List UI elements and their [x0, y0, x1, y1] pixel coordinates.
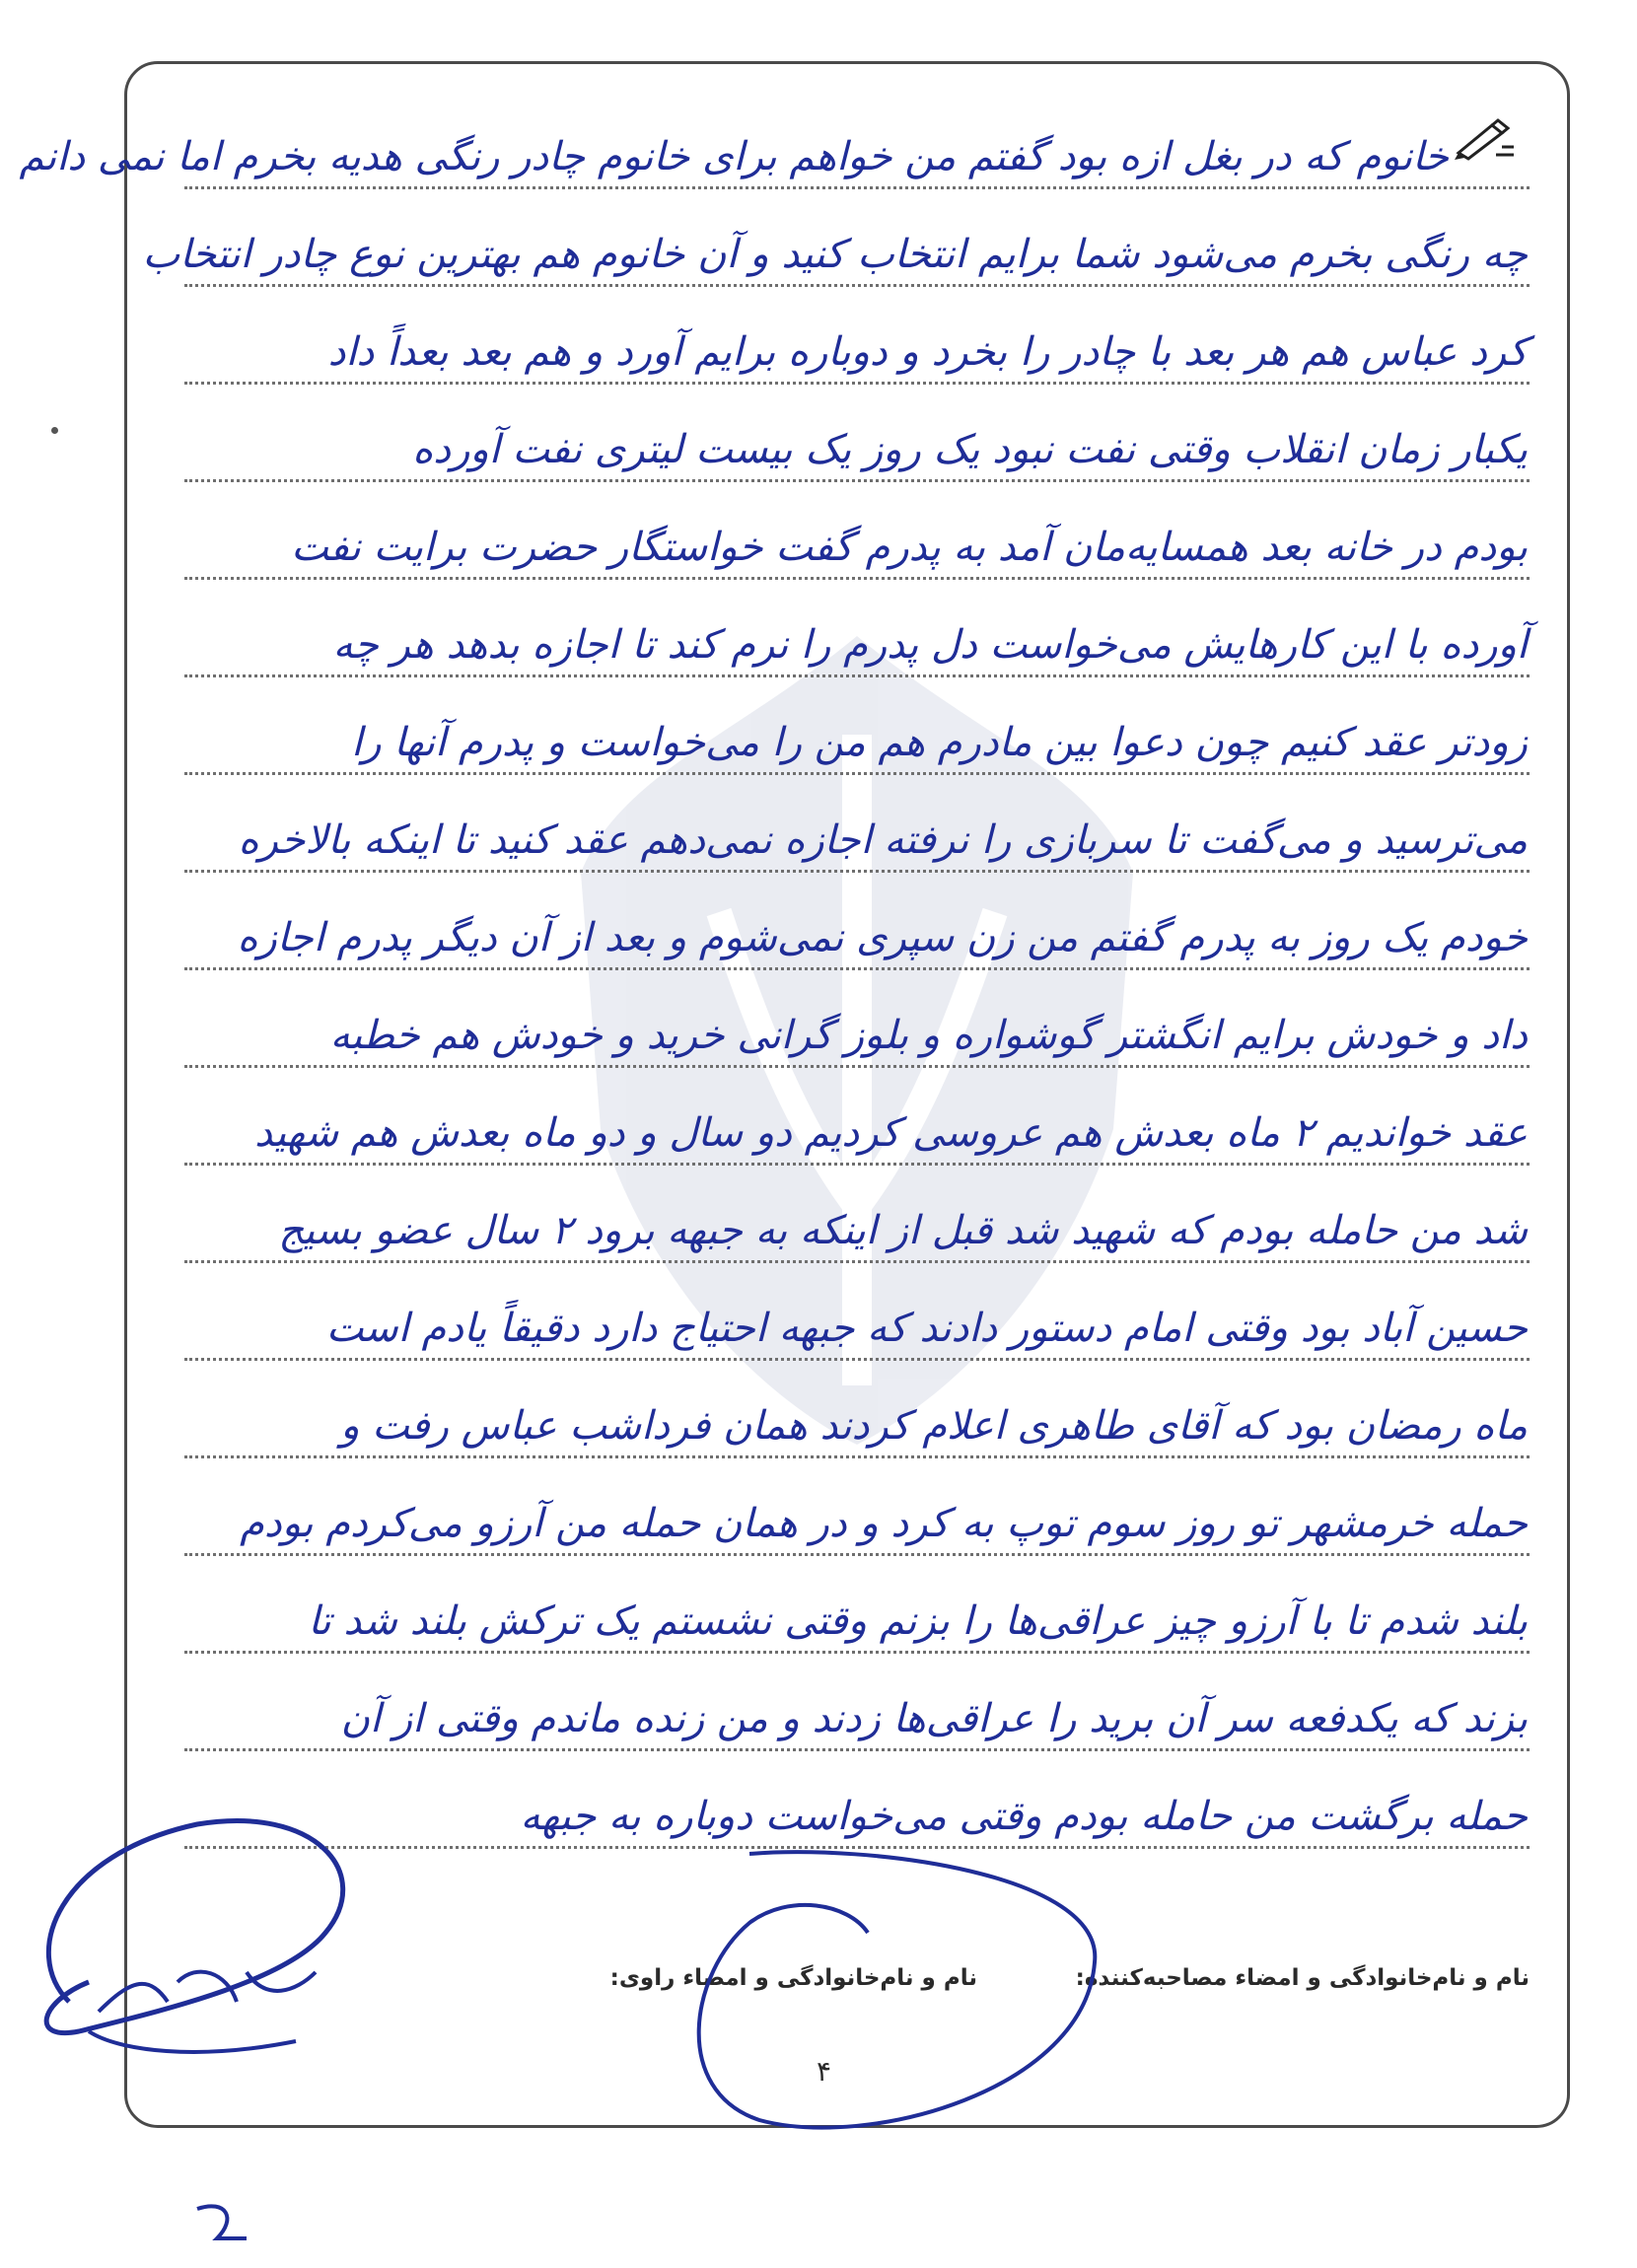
signature-footer: [184, 1955, 1530, 2005]
page-number: ۴: [817, 2055, 832, 2088]
handwritten-line: داد و خودش برایم انگشتر گوشواره و بلوز گرانی خرید و خودش هم خطبه: [329, 1013, 1528, 1058]
handwritten-line: عقد خواندیم ۲ ماه بعدش هم عروسی کردیم دو سال و دو ماه بعدش هم شهید: [254, 1110, 1528, 1156]
ruled-line: [184, 1163, 1530, 1166]
ruled-line: [184, 479, 1530, 482]
ruled-line: [184, 870, 1530, 873]
handwritten-line: بزند که یکدفعه سر آن برید را عراقی‌ها زدند و من زنده ماندم وقتی از آن: [340, 1696, 1528, 1741]
handwritten-line: زودتر عقد کنیم چون دعوا بین مادرم هم من را می‌خواست و پدرم آنها را: [351, 720, 1528, 765]
handwritten-line: بلند شدم تا با آرزو چیز عراقی‌ها را بزنم وقتی نشستم یک ترکش بلند شد تا: [308, 1598, 1528, 1644]
pen-note-icon: [1453, 117, 1516, 161]
ruled-line: [184, 577, 1530, 580]
document-frame: [19, 61, 1570, 2128]
handwritten-line: آورده با این کارهایش می‌خواست دل پدرم را نرم کند تا اجازه بدهد هر چه: [332, 622, 1528, 668]
ruled-line: [184, 772, 1530, 775]
handwritten-mark-2: [197, 2206, 247, 2238]
narrator-signature-label: نام و نام‌خانوادگی و امضاء راوی:: [609, 1965, 977, 1991]
handwritten-line: می‌ترسید و می‌گفت تا سربازی را نرفته اجازه نمی‌دهم عقد کنید تا اینکه بالاخره: [238, 817, 1528, 863]
ruled-line: [184, 1358, 1530, 1361]
ruled-line: [184, 967, 1530, 970]
handwritten-line: چه رنگی بخرم می‌شود شما برایم انتخاب کنید و آن خانوم هم بهترین نوع چادر انتخاب: [142, 232, 1528, 277]
ruled-line: [184, 1455, 1530, 1458]
ruled-line: [184, 1748, 1530, 1751]
ruled-line: [184, 186, 1530, 189]
handwritten-line: کرد عباس هم هر بعد با چادر را بخرد و دوباره برایم آورد و هم بعد بعداً داد: [327, 329, 1528, 375]
handwritten-line: حمله برگشت من حامله بودم وقتی می‌خواست دوباره به جبهه: [520, 1794, 1528, 1839]
handwritten-line: خانوم که در بغل ازه بود گفتم من خواهم برای خانوم چادر رنگی هدیه بخرم اما نمی دانم: [19, 134, 1449, 179]
handwritten-line: شد من حامله بودم که شهید شد قبل از اینکه به جبهه برود ۲ سال عضو بسیج: [278, 1208, 1528, 1253]
ruled-line: [184, 1260, 1530, 1263]
handwritten-line: ماه رمضان بود که آقای طاهری اعلام کردند همان فرداشب عباس رفت و: [340, 1403, 1528, 1449]
handwritten-line: حمله خرمشهر تو روز سوم توپ به کرد و در همان حمله من آرزو می‌کردم بودم: [240, 1501, 1528, 1546]
handwritten-line: خودم یک روز به پدرم گفتم من زن سپری نمی‌شوم و بعد از آن دیگر پدرم اجازه: [237, 915, 1528, 960]
stray-ink-dot: [51, 427, 58, 434]
ruled-line: [184, 1651, 1530, 1654]
ruled-line: [184, 284, 1530, 287]
ruled-line: [184, 1065, 1530, 1068]
ruled-line: [184, 1553, 1530, 1556]
ruled-line: [184, 1846, 1530, 1849]
ruled-line: [184, 674, 1530, 677]
ruled-line: [184, 382, 1530, 385]
handwritten-line: حسین آباد بود وقتی امام دستور دادند که جبهه احتیاج دارد دقیقاً یادم است: [325, 1306, 1528, 1351]
handwritten-line: یکبار زمان انقلاب وقتی نفت نبود یک روز یک بیست لیتری نفت آورده: [412, 427, 1528, 472]
interviewer-signature-label: نام و نام‌خانوادگی و امضاء مصاحبه‌کننده:: [1075, 1965, 1530, 1991]
handwritten-line: بودم در خانه بعد همسایه‌مان آمد به پدرم گفت خواستگار حضرت برایت نفت: [291, 525, 1528, 570]
